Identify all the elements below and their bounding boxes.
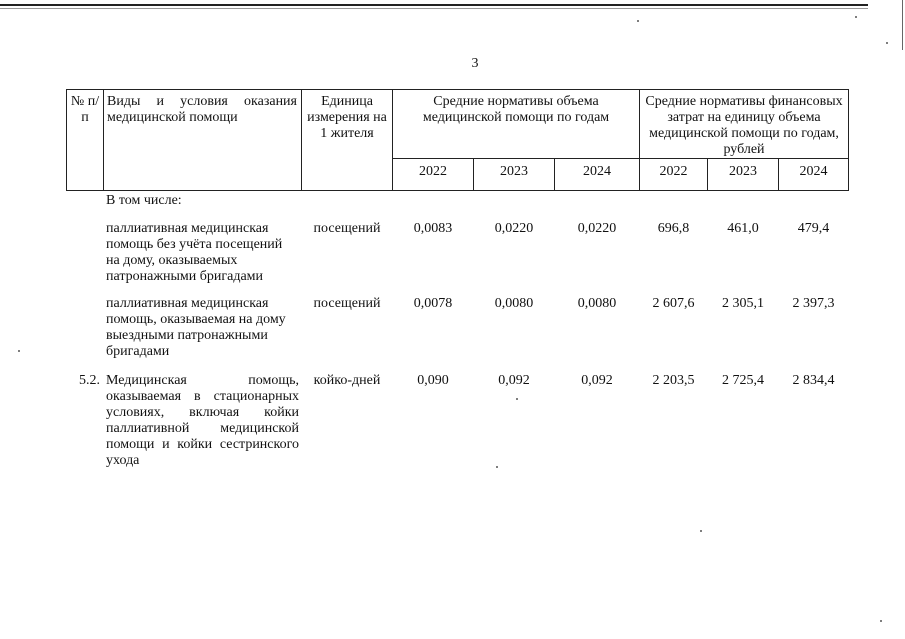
row-3-cost-2023: 2 725,4 — [722, 373, 764, 388]
row-3-type: Медицинская помощь, оказываемая в стационарных условиях, включая койки паллиативной медицинской помощи и койки сестринского ухода — [106, 373, 299, 468]
header-volume-group: Средние нормативы объема медицинской помощи по годам — [422, 94, 610, 125]
header-bottom-border — [66, 190, 849, 191]
col-border — [103, 89, 104, 191]
subheading: В том числе: — [106, 193, 182, 208]
row-2-type: паллиативная медицинская помощь, оказываемая на дому выездными патронажными бригадами — [106, 296, 286, 359]
scan-edge-line — [902, 0, 903, 50]
header-vol-year-2024: 2024 — [583, 164, 611, 179]
col-border — [66, 89, 67, 191]
row-3-unit: койко-дней — [313, 373, 381, 388]
row-3-cost-2024: 2 834,4 — [792, 373, 835, 388]
row-2-cost-2022: 2 607,6 — [652, 296, 695, 311]
row-3-vol-2022: 0,090 — [417, 373, 449, 388]
scan-speck — [637, 20, 639, 22]
scan-speck — [700, 530, 702, 532]
row-1-vol-2024: 0,0220 — [577, 221, 617, 236]
col-border — [301, 89, 302, 191]
header-vol-year-2022: 2022 — [419, 164, 447, 179]
page-number: 3 — [471, 56, 479, 71]
table-top-border — [66, 89, 849, 90]
header-cost-year-2024: 2024 — [799, 164, 828, 179]
row-1-cost-2023: 461,0 — [727, 221, 759, 236]
header-cost-year-2023: 2023 — [729, 164, 757, 179]
row-3-num: 5.2. — [79, 373, 100, 388]
col-border — [848, 89, 849, 191]
row-3-vol-2024: 0,092 — [581, 373, 613, 388]
row-2-cost-2024: 2 397,3 — [792, 296, 835, 311]
header-type: Виды и условия оказания медицинской помощи — [107, 94, 297, 125]
row-2-vol-2023: 0,0080 — [494, 296, 534, 311]
scan-speck — [880, 620, 882, 622]
row-3-vol-2023: 0,092 — [498, 373, 530, 388]
header-unit: Единица измерения на 1 жителя — [307, 94, 387, 141]
scan-speck — [496, 466, 498, 468]
row-2-vol-2024: 0,0080 — [577, 296, 617, 311]
row-2-cost-2023: 2 305,1 — [722, 296, 764, 311]
row-2-vol-2022: 0,0078 — [413, 296, 453, 311]
row-1-type: паллиативная медицинская помощь без учёта посещений на дому, оказываемых патронажными бригадами — [106, 221, 283, 284]
row-1-vol-2023: 0,0220 — [494, 221, 534, 236]
scan-top-rule — [0, 4, 868, 6]
scan-speck — [886, 42, 888, 44]
years-divider — [392, 158, 849, 159]
scan-speck — [516, 398, 518, 400]
row-1-cost-2022: 696,8 — [657, 221, 690, 236]
scan-speck — [855, 16, 857, 18]
row-2-unit: посещений — [313, 296, 381, 311]
row-3-cost-2022: 2 203,5 — [652, 373, 695, 388]
row-1-cost-2024: 479,4 — [797, 221, 830, 236]
header-vol-year-2023: 2023 — [500, 164, 528, 179]
header-cost-group: Средние нормативы финансовых затрат на единицу объема медицинской помощи по годам, рублей — [645, 94, 843, 157]
row-1-vol-2022: 0,0083 — [413, 221, 453, 236]
header-num: № п/п — [70, 94, 100, 125]
scan-top-rule-thin — [0, 8, 868, 9]
scan-speck — [18, 350, 20, 352]
row-1-unit: посещений — [313, 221, 381, 236]
header-cost-year-2022: 2022 — [659, 164, 688, 179]
